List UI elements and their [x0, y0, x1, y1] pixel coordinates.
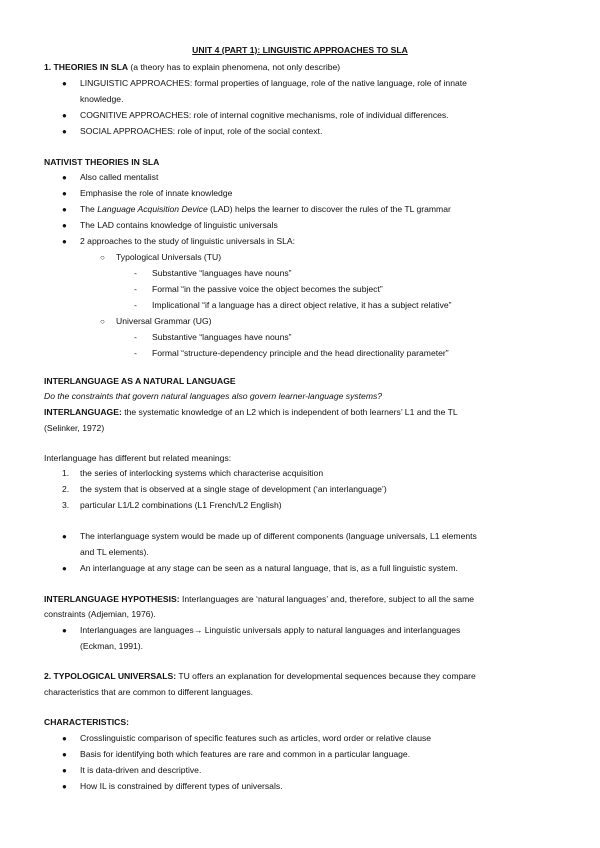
- hypothesis-point-cont: (Eckman, 1991).: [80, 641, 144, 651]
- nativist-item-lad: The Language Acquisition Device (LAD) helps the learner to discover the rules of the TL grammar: [80, 204, 451, 214]
- page-title: UNIT 4 (PART 1): LINGUISTIC APPROACHES TO SLA: [192, 45, 408, 55]
- list-number: 2.: [62, 484, 70, 494]
- bullet-icon: ●: [62, 189, 67, 198]
- ug-item: Substantive “languages have nouns”: [152, 332, 292, 342]
- meaning-item: the series of interlocking systems which characterise acquisition: [80, 468, 324, 478]
- approach-linguistic-cont: knowledge.: [80, 94, 124, 104]
- interlanguage-point: The interlanguage system would be made up of different components (language universals, L1 elements: [80, 531, 477, 541]
- bullet-icon: ●: [62, 173, 67, 182]
- approach-social: SOCIAL APPROACHES: role of input, role of the social context.: [80, 126, 323, 136]
- bullet-icon: ●: [62, 111, 67, 120]
- hypothesis-cont: constraints (Adjemian, 1976).: [44, 609, 156, 619]
- tu-item: Implicational “if a language has a direct object relative, it has a subject relative”: [152, 300, 452, 310]
- nativist-item: Also called mentalist: [80, 172, 159, 182]
- nativist-item: 2 approaches to the study of linguistic universals in SLA:: [80, 236, 295, 246]
- nativist-heading: NATIVIST THEORIES IN SLA: [44, 157, 160, 167]
- hypothesis-paragraph: INTERLANGUAGE HYPOTHESIS: Interlanguages are ‘natural languages’ and, therefore, subject to all the same: [44, 594, 475, 604]
- characteristics-heading: CHARACTERISTICS:: [44, 717, 129, 727]
- dash-icon: -: [134, 332, 137, 342]
- meanings-intro: Interlanguage has different but related meanings:: [44, 453, 232, 463]
- approach-cognitive: COGNITIVE APPROACHES: role of internal cognitive mechanisms, role of individual differences.: [80, 110, 449, 120]
- nativist-item: Emphasise the role of innate knowledge: [80, 188, 233, 198]
- bullet-icon: ●: [62, 782, 67, 791]
- bullet-icon: ●: [62, 221, 67, 230]
- interlanguage-point: An interlanguage at any stage can be seen as a natural language, that is, as a full linguistic system.: [80, 563, 458, 573]
- interlanguage-heading: INTERLANGUAGE AS A NATURAL LANGUAGE: [44, 376, 236, 386]
- bullet-icon: ●: [62, 564, 67, 573]
- bullet-icon: ●: [62, 750, 67, 759]
- bullet-icon: ●: [62, 734, 67, 743]
- bullet-icon: ●: [62, 127, 67, 136]
- list-number: 1.: [62, 468, 70, 478]
- interlanguage-point-cont: and TL elements).: [80, 547, 149, 557]
- bullet-icon: ●: [62, 205, 67, 214]
- circle-bullet-icon: ○: [100, 253, 105, 262]
- bullet-icon: ●: [62, 79, 67, 88]
- characteristic-item: It is data-driven and descriptive.: [80, 765, 202, 775]
- tu-label: Typological Universals (TU): [116, 252, 222, 262]
- bullet-icon: ●: [62, 626, 67, 635]
- dash-icon: -: [134, 284, 137, 294]
- interlanguage-citation: (Selinker, 1972): [44, 423, 105, 433]
- section-2-cont: characteristics that are common to different languages.: [44, 687, 254, 697]
- circle-bullet-icon: ○: [100, 317, 105, 326]
- dash-icon: -: [134, 300, 137, 310]
- hypothesis-point: Interlanguages are languages→ Linguistic universals apply to natural languages and interlanguages: [80, 625, 461, 635]
- ug-label: Universal Grammar (UG): [116, 316, 212, 326]
- characteristic-item: Basis for identifying both which features are rare and common in a particular language.: [80, 749, 411, 759]
- section-1-title: 1. THEORIES IN SLA: [44, 62, 129, 72]
- list-number: 3.: [62, 500, 70, 510]
- characteristic-item: How IL is constrained by different types of universals.: [80, 781, 283, 791]
- meaning-item: the system that is observed at a single stage of development (‘an interlanguage’): [80, 484, 387, 494]
- bullet-icon: ●: [62, 766, 67, 775]
- section-2-paragraph: 2. TYPOLOGICAL UNIVERSALS: TU offers an explanation for developmental sequences because they compare: [44, 671, 476, 681]
- interlanguage-question: Do the constraints that govern natural languages also govern learner-language systems?: [44, 391, 383, 401]
- ug-item: Formal “structure-dependency principle and the head directionality parameter”: [152, 348, 449, 358]
- interlanguage-definition: INTERLANGUAGE: the systematic knowledge of an L2 which is independent of both learners’ L1 and the TL: [44, 407, 458, 417]
- section-1-note: (a theory has to explain phenomena, not only describe): [128, 62, 341, 72]
- meaning-item: particular L1/L2 combinations (L1 French/L2 English): [80, 500, 282, 510]
- approach-linguistic: LINGUISTIC APPROACHES: formal properties of language, role of the native language, role of innate: [80, 78, 467, 88]
- bullet-icon: ●: [62, 237, 67, 246]
- characteristic-item: Crosslinguistic comparison of specific features such as articles, word order or relative clause: [80, 733, 432, 743]
- bullet-icon: ●: [62, 532, 67, 541]
- nativist-item: The LAD contains knowledge of linguistic universals: [80, 220, 278, 230]
- section-1-heading: [44, 62, 340, 73]
- tu-item: Formal “in the passive voice the object becomes the subject”: [152, 284, 383, 294]
- tu-item: Substantive “languages have nouns”: [152, 268, 292, 278]
- dash-icon: -: [134, 348, 137, 358]
- dash-icon: -: [134, 268, 137, 278]
